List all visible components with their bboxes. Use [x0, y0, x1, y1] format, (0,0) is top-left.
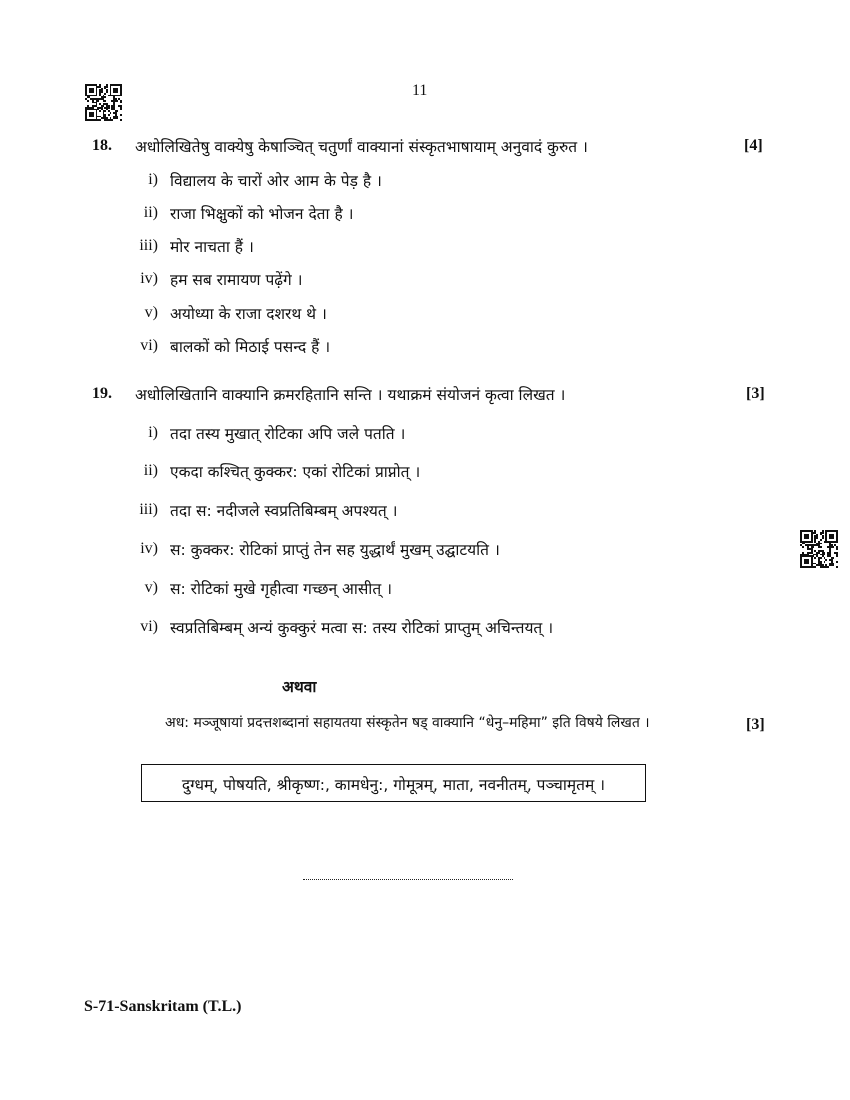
list-item: हम सब रामायण पढ़ेंगे ।	[170, 271, 303, 289]
list-item: स: रोटिकां मुखे गृहीत्वा गच्छन् आसीत् ।	[170, 580, 392, 598]
item-number: ii)	[143, 462, 158, 479]
or-label: अथवा	[282, 678, 317, 696]
alternative-question-text: अध: मञ्जूषायां प्रदत्तशब्दानां सहायतया संस्कृतेन षड् वाक्यानि “धेनु–महिमा” इति विषये लिखत ।	[165, 715, 650, 731]
list-item: राजा भिक्षुकों को भोजन देता है ।	[170, 205, 354, 223]
marks-label: [3]	[746, 716, 765, 733]
marks-label: [3]	[746, 385, 765, 402]
list-item: विद्यालय के चारों ओर आम के पेड़ है ।	[170, 172, 382, 190]
word-box-text: दुग्धम्, पोषयति, श्रीकृष्ण:, कामधेनु:, गोमूत्रम्, माता, नवनीतम्, पञ्चामृतम् ।	[181, 776, 606, 794]
list-item: स्वप्रतिबिम्बम् अन्यं कुक्कुरं मत्वा स: तस्य रोटिकां प्राप्तुम् अचिन्तयत् ।	[170, 619, 554, 637]
list-item: एकदा कश्चित् कुक्कर: एकां रोटिकां प्राप्नोत् ।	[170, 463, 421, 481]
item-number: iii)	[139, 501, 158, 518]
item-number: i)	[148, 424, 158, 441]
item-number: v)	[144, 579, 158, 596]
list-item: तदा तस्य मुखात् रोटिका अपि जले पतति ।	[170, 425, 406, 443]
item-number: vi)	[140, 618, 158, 635]
word-box	[141, 764, 646, 802]
item-number: iv)	[140, 540, 158, 557]
qr-code-icon	[800, 530, 838, 568]
list-item: मोर नाचता हैं ।	[170, 238, 254, 256]
item-number: iv)	[140, 270, 158, 287]
end-divider	[303, 879, 513, 880]
item-number: v)	[144, 304, 158, 321]
list-item: अयोध्या के राजा दशरथ थे ।	[170, 305, 327, 323]
list-item: तदा स: नदीजले स्वप्रतिबिम्बम् अपश्यत् ।	[170, 502, 398, 520]
list-item: स: कुक्कर: रोटिकां प्राप्तुं तेन सह युद्धार्थं मुखम् उद्घाटयति ।	[170, 541, 500, 559]
question-text: अधोलिखितेषु वाक्येषु केषाञ्चित् चतुर्णां वाक्यानां संस्कृतभाषायाम् अनुवादं कुरुत ।	[135, 138, 588, 156]
list-item: बालकों को मिठाई पसन्द हैं ।	[170, 338, 331, 356]
item-number: iii)	[139, 237, 158, 254]
item-number: ii)	[143, 204, 158, 221]
paper-code: S-71-Sanskritam (T.L.)	[84, 998, 242, 1015]
item-number: vi)	[140, 337, 158, 354]
question-text: अधोलिखितानि वाक्यानि क्रमरहितानि सन्ति । यथाक्रमं संयोजनं कृत्वा लिखत ।	[135, 386, 566, 404]
question-number: 19.	[92, 385, 112, 402]
qr-code-icon	[85, 84, 122, 121]
page-number: 11	[412, 82, 428, 99]
item-number: i)	[148, 171, 158, 188]
marks-label: [4]	[744, 137, 763, 154]
question-number: 18.	[92, 137, 112, 154]
